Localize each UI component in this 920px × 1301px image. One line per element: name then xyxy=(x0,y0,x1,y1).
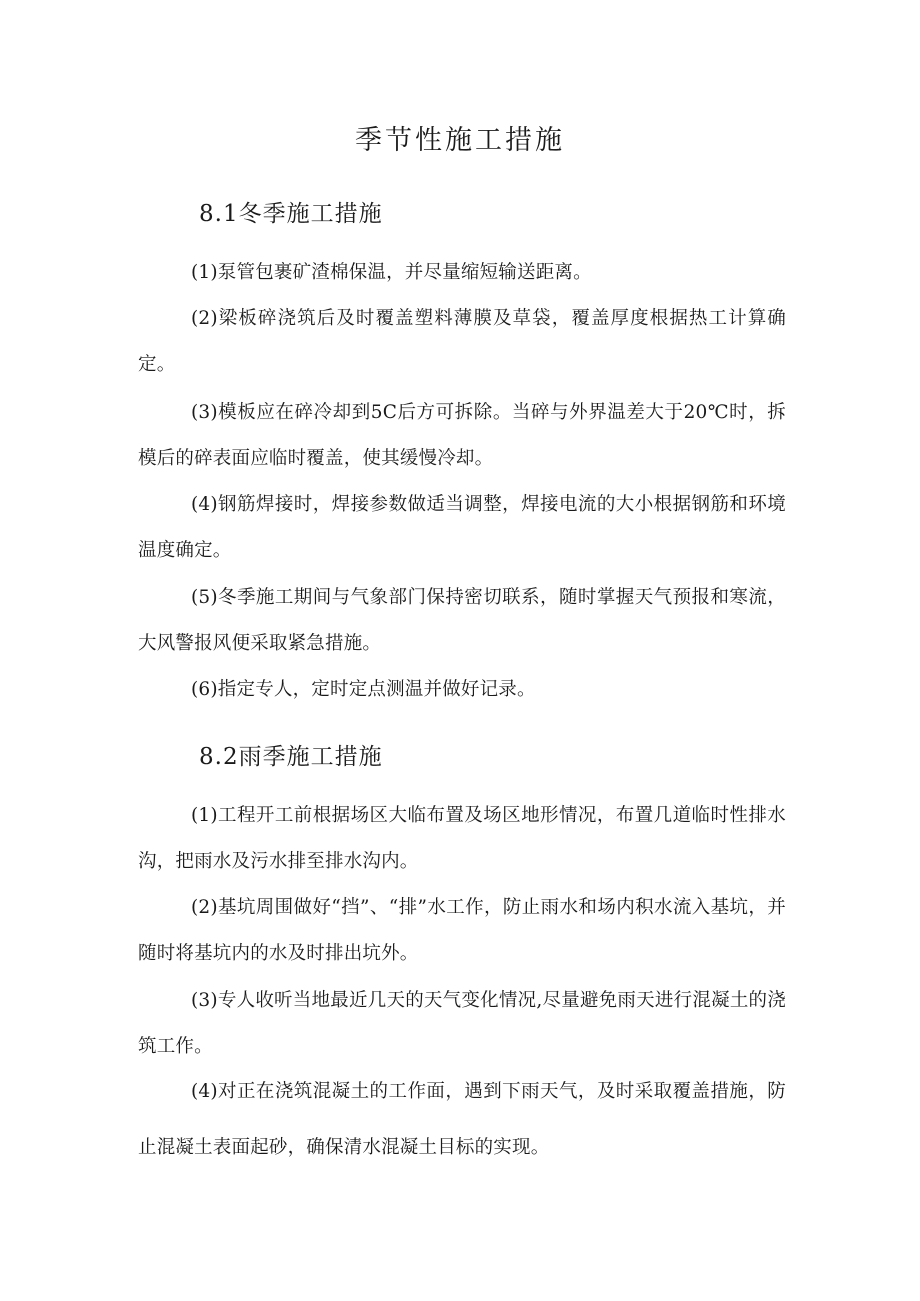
winter-item-4: (4)钢筋焊接时，焊接参数做适当调整，焊接电流的大小根据钢筋和环境温度确定。 xyxy=(138,494,786,561)
rainy-item-2: (2)基坑周围做好“挡”、“排”水工作，防止雨水和场内积水流入基坑，并随时将基坑内的水及时排出坑外。 xyxy=(138,897,786,964)
winter-item-6: (6)指定专人，定时定点测温并做好记录。 xyxy=(191,679,536,700)
winter-item-2: (2)梁板碎浇筑后及时覆盖塑料薄膜及草袋，覆盖厚度根据热工计算确定。 xyxy=(138,308,786,375)
winter-item-1: (1)泵管包裹矿渣棉保温，并尽量缩短输送距离。 xyxy=(191,262,592,283)
winter-item-3: (3)模板应在碎冷却到5C后方可拆除。当碎与外界温差大于20℃时，拆模后的碎表面应临时覆盖，使其缓慢冷却。 xyxy=(138,402,786,469)
winter-item-5: (5)冬季施工期间与气象部门保持密切联系，随时掌握天气预报和寒流，大风警报风便采取紧急措施。 xyxy=(138,587,786,654)
section-heading-winter: 8.1冬季施工措施 xyxy=(199,201,383,227)
rainy-item-3: (3)专人收听当地最近几天的天气变化情况,尽量避免雨天进行混凝土的浇筑工作。 xyxy=(138,990,786,1057)
section-heading-rainy: 8.2雨季施工措施 xyxy=(199,744,383,770)
rainy-item-4: (4)对正在浇筑混凝土的工作面，遇到下雨天气，及时采取覆盖措施，防止混凝土表面起砂，确保清水混凝土目标的实现。 xyxy=(138,1081,786,1158)
rainy-item-1: (1)工程开工前根据场区大临布置及场区地形情况，布置几道临时性排水沟，把雨水及污水排至排水沟内。 xyxy=(138,805,786,872)
document-title: 季节性施工措施 xyxy=(355,125,565,156)
